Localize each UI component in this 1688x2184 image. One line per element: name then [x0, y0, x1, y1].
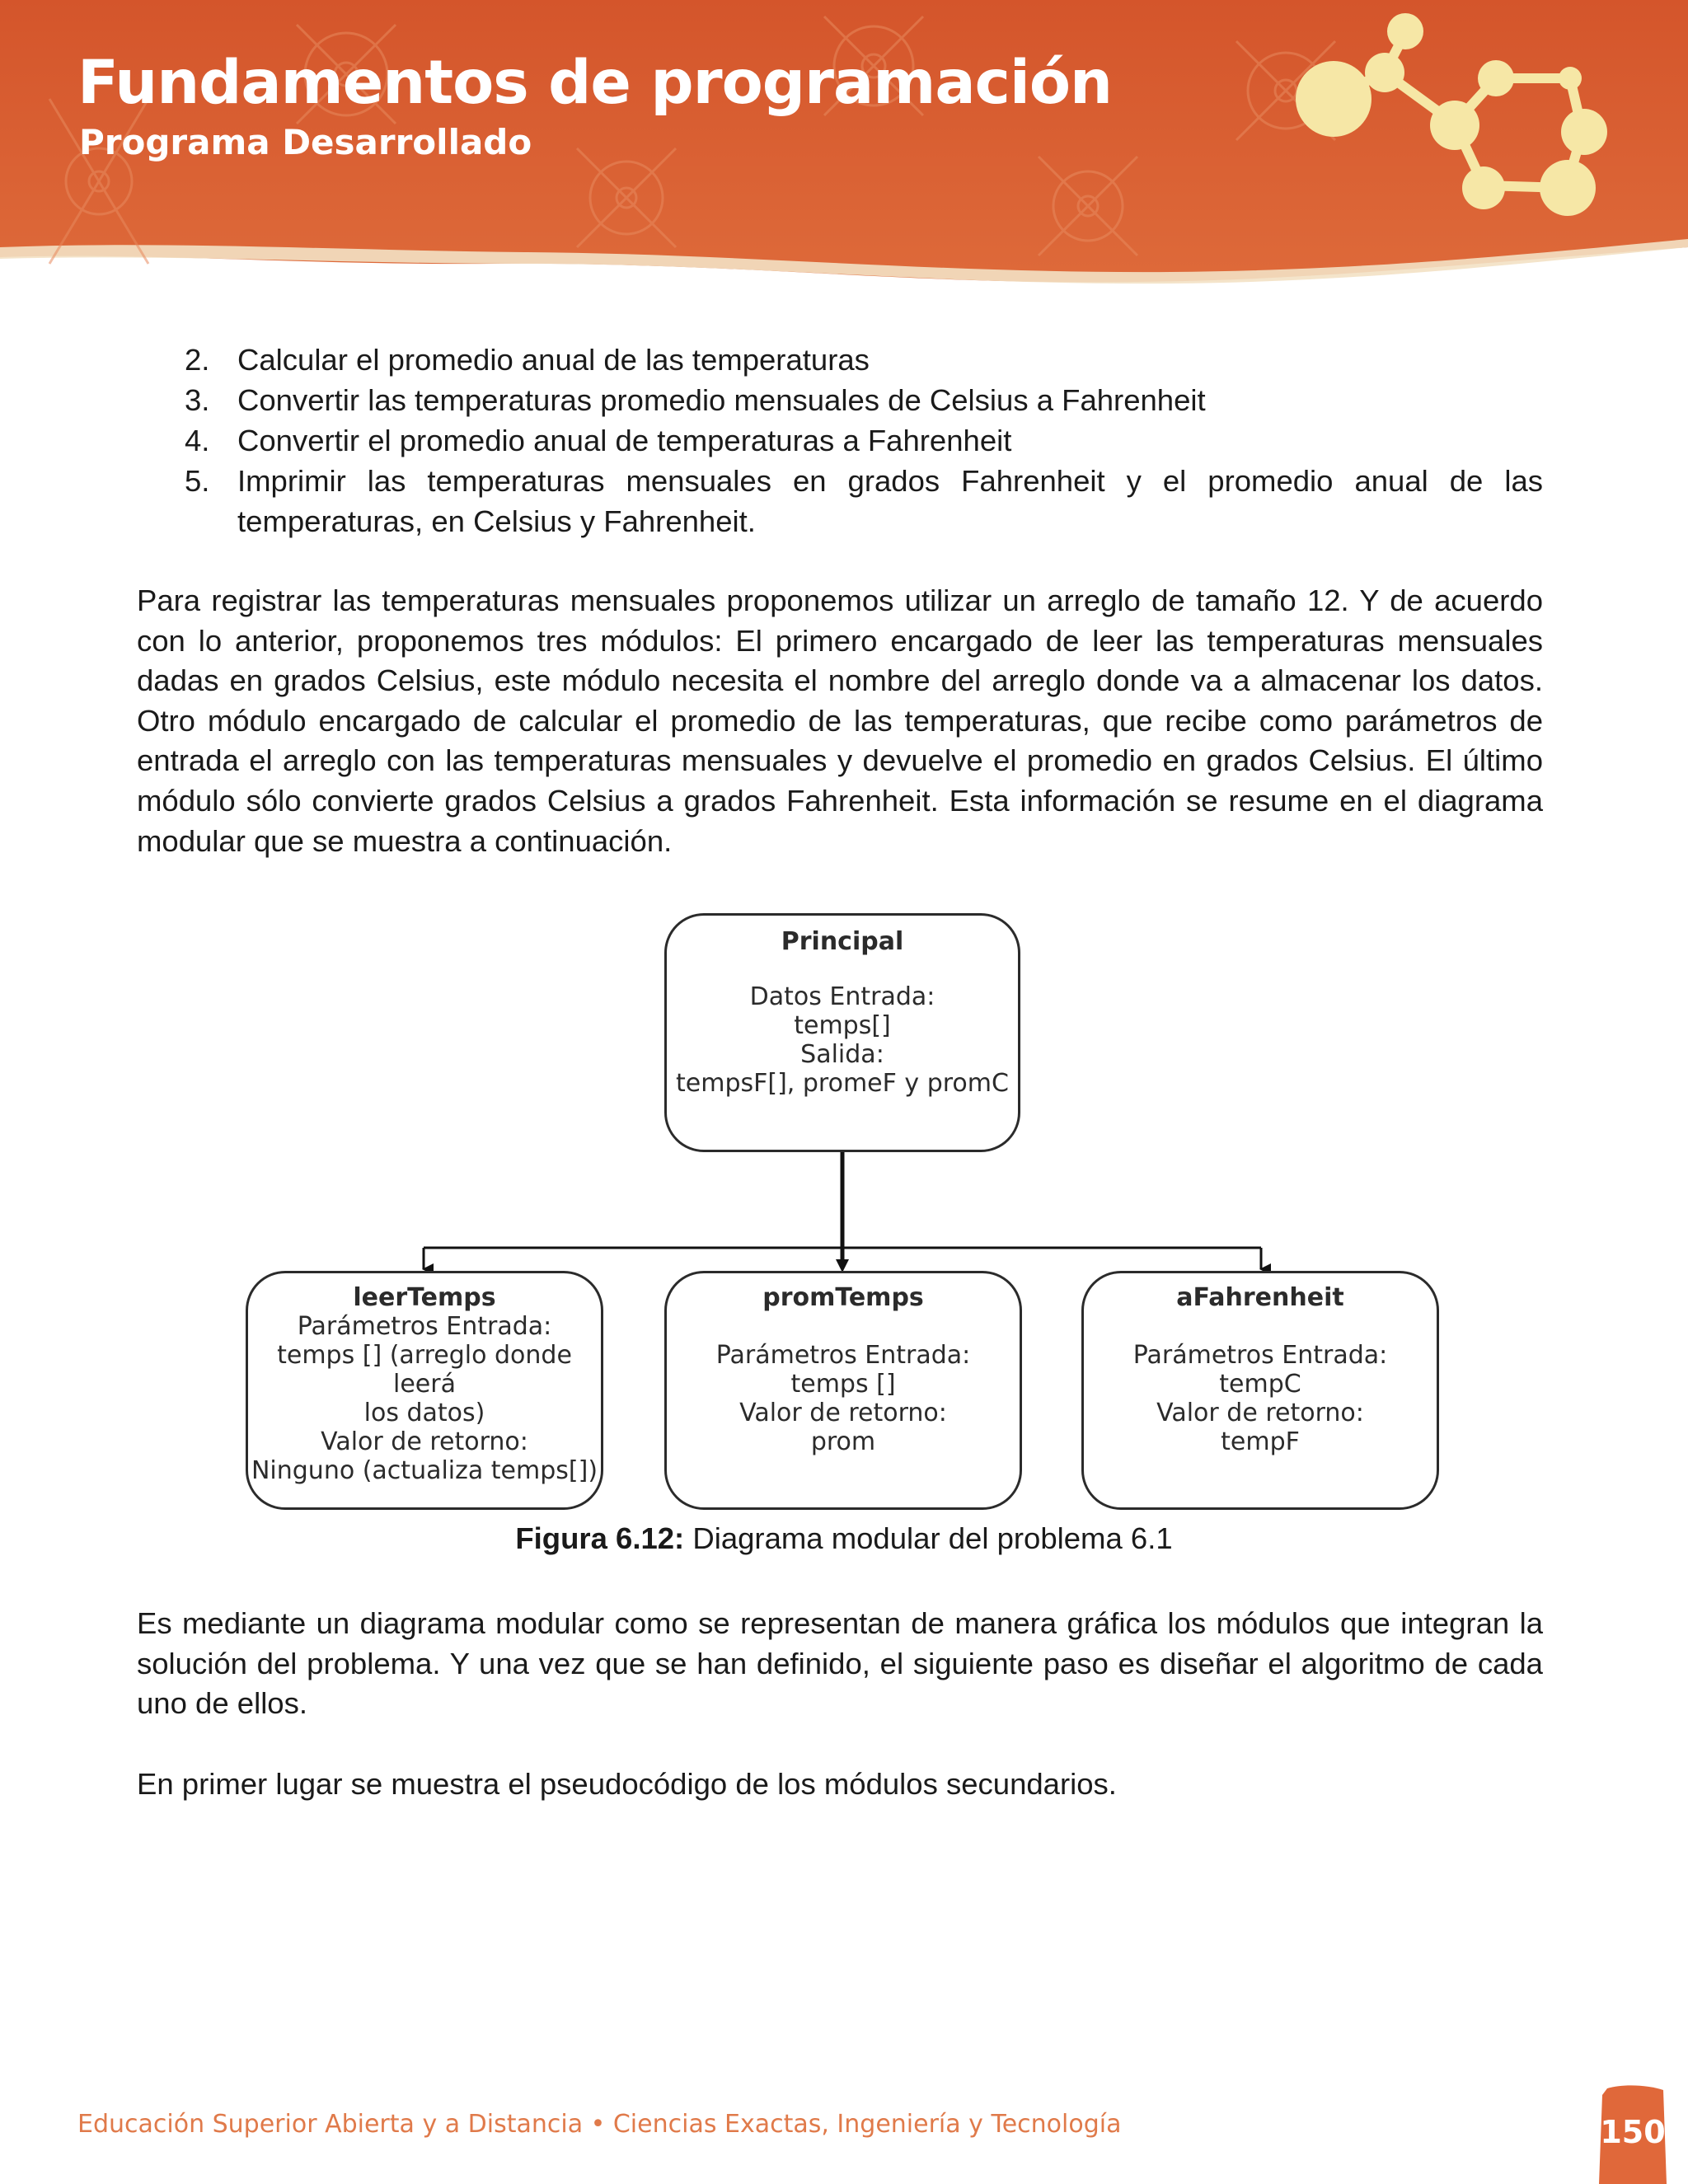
module-leer-temps-title: leerTemps: [353, 1283, 496, 1312]
module-a-fahrenheit: [1081, 1271, 1439, 1510]
module-leer-temps: [246, 1271, 603, 1510]
list-item: [137, 380, 1543, 420]
document-title: Fundamentos de programación: [77, 48, 1112, 118]
module-a-fahrenheit-line: tempF: [1221, 1427, 1300, 1456]
module-principal-line: Datos Entrada:: [749, 982, 935, 1011]
list-item-number: 5.: [185, 464, 210, 498]
module-principal-line: Salida:: [800, 1040, 884, 1069]
figure-caption-text: Diagrama modular del problema 6.1: [684, 1521, 1173, 1555]
figure-caption: [0, 1521, 1688, 1556]
module-principal-line: tempsF[], promeF y promC: [676, 1069, 1009, 1098]
module-leer-temps-line: temps [] (arreglo donde leerá: [277, 1341, 572, 1399]
list-item: [137, 340, 1543, 380]
page-header: [0, 0, 1688, 297]
figure-caption-label: Figura 6.12:: [515, 1521, 685, 1555]
steps-list: [137, 340, 1543, 541]
module-principal-line: temps[]: [794, 1011, 891, 1040]
list-item-text: Convertir el promedio anual de temperaturas a Fahrenheit: [237, 424, 1012, 457]
list-item-text: Convertir las temperaturas promedio mensuales de Celsius a Fahrenheit: [237, 383, 1206, 417]
module-prom-temps-line: prom: [810, 1427, 876, 1456]
list-item-number: 3.: [185, 383, 210, 417]
closing-paragraph: En primer lugar se muestra el pseudocódigo de los módulos secundarios.: [137, 1767, 1117, 1801]
module-prom-temps-line: temps []: [790, 1370, 896, 1399]
intro-paragraph: Para registrar las temperaturas mensuales proponemos utilizar un arreglo de tamaño 12. Y de acuerdo con lo anterior, proponemos tres módulos: El primero encargado de leer las temperaturas mensuales dadas en grados Celsius, este módulo necesita el nombre del arreglo donde va a almacenar los datos. Otro módulo encargado de calcular el promedio de las temperaturas, que recibe como parámetros de entrada el arreglo con las temperaturas mensuales y devuelve el promedio en grados Celsius. El último módulo sólo convierte grados Celsius a grados Fahrenheit. Esta información se resume en el diagrama modular que se muestra a continuación.: [137, 583, 1543, 858]
module-leer-temps-line: los datos): [363, 1399, 485, 1427]
list-item-text: Calcular el promedio anual de las temperaturas: [237, 343, 870, 377]
page-number: 150: [1600, 2114, 1666, 2150]
list-item-number: 2.: [185, 343, 210, 377]
module-a-fahrenheit-line: Parámetros Entrada:: [1132, 1341, 1388, 1370]
module-prom-temps-line: Parámetros Entrada:: [715, 1341, 971, 1370]
after-diagram-paragraph: Es mediante un diagrama modular como se representan de manera gráfica los módulos que integran la solución del problema. Y una vez que se han definido, el siguiente paso es diseñar el algoritmo de cada uno de ellos.: [137, 1606, 1543, 1721]
list-item-number: 4.: [185, 424, 210, 457]
footer-text: Educación Superior Abierta y a Distancia • Ciencias Exactas, Ingeniería y Tecnología: [77, 2110, 1122, 2139]
module-leer-temps-line: Parámetros Entrada:: [297, 1312, 552, 1341]
module-a-fahrenheit-line: tempC: [1219, 1370, 1301, 1399]
module-a-fahrenheit-title: aFahrenheit: [1176, 1283, 1344, 1312]
list-item: [137, 461, 1543, 541]
list-item: [137, 420, 1543, 461]
list-item-text: Imprimir las temperaturas mensuales en grados Fahrenheit y el promedio anual de las temperaturas, en Celsius y Fahrenheit.: [237, 464, 1543, 538]
module-leer-temps-line: Ninguno (actualiza temps[]): [251, 1456, 598, 1485]
module-principal: [664, 913, 1020, 1152]
module-prom-temps-title: promTemps: [762, 1283, 924, 1312]
module-prom-temps-line: Valor de retorno:: [739, 1399, 947, 1427]
module-prom-temps: [664, 1271, 1022, 1510]
module-a-fahrenheit-line: Valor de retorno:: [1156, 1399, 1364, 1427]
module-leer-temps-line: Valor de retorno:: [321, 1427, 528, 1456]
module-principal-title: Principal: [781, 927, 904, 956]
document-subtitle: Programa Desarrollado: [79, 122, 532, 162]
